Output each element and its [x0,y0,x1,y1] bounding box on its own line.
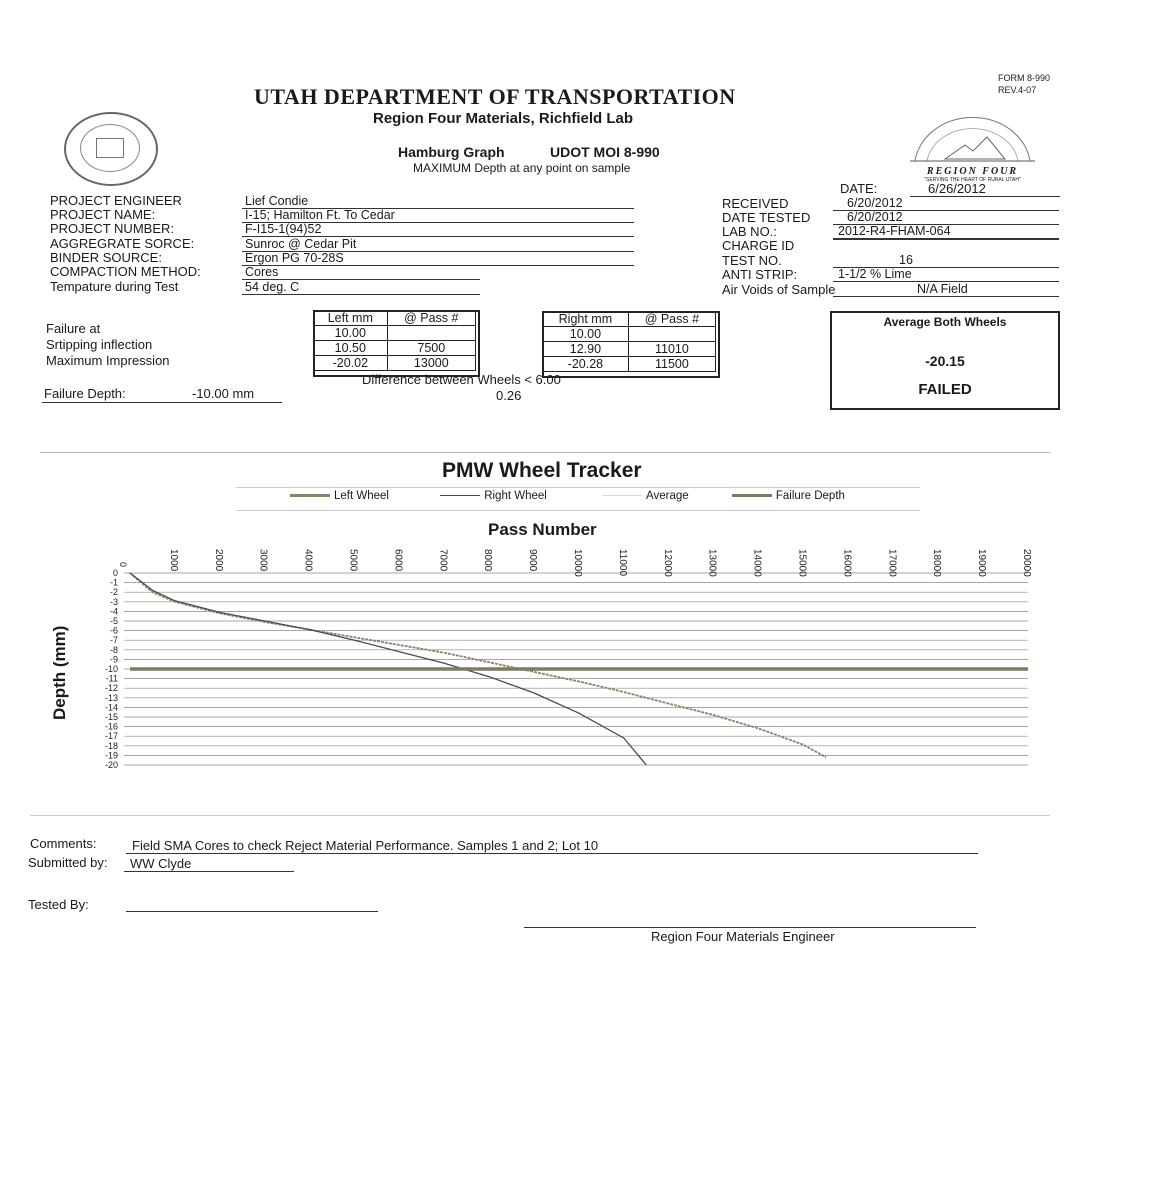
moi-label: UDOT MOI 8-990 [550,144,660,160]
status-badge: FAILED [918,381,972,398]
max-impression-label: Maximum Impression [46,353,170,368]
x-tick-label: 15000 [796,549,808,577]
x-tick-label: 7000 [437,549,449,572]
y-tick-label: -17 [104,731,118,742]
project-field-value: Lief Condie [242,194,634,209]
lab-field-label: CHARGE ID [722,238,795,253]
left-header-mm: Left mm [314,311,388,326]
difference-label: Difference between Wheels < 6.00 [362,372,561,387]
left-cell: -20.02 [314,356,388,371]
project-field-value: Sunroc @ Cedar Pit [242,237,634,252]
difference-value: 0.26 [496,388,522,403]
lab-field-value: 1-1/2 % Lime [833,268,1059,282]
x-tick-label: 1000 [167,549,179,572]
x-tick-label: 6000 [392,549,404,572]
y-tick-label: -5 [109,616,118,626]
x-tick-label: 5000 [347,549,359,572]
lab-field-value: 2012-R4-FHAM-064 [833,225,1059,239]
y-tick-label: -3 [109,596,118,607]
chart-title: PMW Wheel Tracker [442,459,642,482]
y-tick-label: -20 [104,760,118,770]
logo-subtext: "SERVING THE HEART OF RURAL UTAH" [924,177,1021,183]
failure-depth-value: -10.00 mm [192,386,255,401]
average-label: Average Both Wheels [883,315,1007,329]
x-axis-label: Pass Number [488,520,597,539]
project-field-label: Tempature during Test [50,279,179,294]
project-field-label: PROJECT NAME: [50,207,156,222]
lab-field-value: 6/20/2012 [833,197,1059,211]
legend-average-label: Average [646,490,689,502]
right-cell: 10.00 [543,327,629,342]
lab-field-value: 6/20/2012 [833,211,1059,225]
y-tick-label: -12 [104,683,118,694]
lab-field-label: DATE TESTED [722,210,811,225]
left-header-pass: @ Pass # [387,311,475,326]
x-tick-label: 20000 [1021,549,1032,577]
project-field-label: BINDER SOURCE: [50,250,162,265]
x-tick-label: 14000 [751,549,763,577]
y-tick-label: -13 [104,692,118,703]
x-tick-label: 12000 [661,549,673,577]
x-tick-label: 13000 [706,549,718,577]
y-tick-label: -15 [104,712,118,722]
project-field-value: Cores [242,265,480,280]
x-tick-label: 17000 [886,549,898,577]
left-cell: 7500 [387,341,475,356]
project-field-value: I-15; Hamilton Ft. To Cedar [242,208,634,223]
series-line-left-wheel [130,573,826,757]
average-value: -20.15 [925,353,965,369]
y-tick-label: -14 [104,702,118,713]
right-header-pass: @ Pass # [628,312,715,327]
y-tick-label: -1 [109,577,118,588]
tested-label: Tested By: [28,897,89,912]
y-tick-label: -7 [109,635,118,646]
y-tick-label: -19 [104,750,118,761]
failure-at-label: Failure at [46,321,101,336]
legend-left-label: Left Wheel [334,490,389,502]
legend-right-label: Right Wheel [484,490,547,502]
x-tick-label: 0 [118,562,128,568]
y-tick-label: -2 [109,587,118,598]
project-field-label: PROJECT ENGINEER [50,193,182,208]
y-tick-label: -18 [104,740,118,751]
project-field-value: F-I15-1(94)52 [242,222,634,237]
lab-field-label: RECEIVED [722,196,789,211]
project-field-value: 54 deg. C [242,280,480,295]
submitted-label: Submitted by: [28,855,108,870]
left-cell: 13000 [387,356,475,371]
legend-failure-label: Failure Depth [775,490,845,502]
date-value: 6/26/2012 [910,181,1060,197]
lab-field-label: TEST NO. [722,253,782,268]
comments-label: Comments: [30,836,97,851]
x-tick-label: 3000 [257,549,269,572]
left-cell: 10.00 [314,326,388,341]
right-header-mm: Right mm [543,312,629,327]
logo-text: REGION FOUR [926,166,1019,177]
comments-field: Field SMA Cores to check Reject Material Performance. Samples 1 and 2; Lot 10 [126,838,978,854]
y-tick-label: -6 [109,625,118,636]
failure-depth-label: Failure Depth: [44,386,126,401]
right-cell: 12.90 [543,342,629,357]
engineer-signature-line [524,927,976,928]
engineer-label: Region Four Materials Engineer [651,929,835,944]
page-subtitle: Region Four Materials, Richfield Lab [373,110,634,127]
project-field-label: PROJECT NUMBER: [50,221,174,236]
y-tick-label: -9 [109,654,118,665]
y-tick-label: -10 [104,664,118,674]
project-field-label: AGGREGRATE SORCE: [50,236,195,251]
lab-field-label: ANTI STRIP: [722,267,798,282]
y-tick-label: -8 [109,644,118,655]
project-field-value: Ergon PG 70-28S [242,251,634,266]
y-axis-label: Depth (mm) [50,625,69,720]
y-tick-label: -4 [109,606,118,617]
x-tick-label: 19000 [976,549,988,577]
lab-field-label: Air Voids of Sample [722,282,836,297]
y-tick-label: -16 [104,721,118,732]
right-cell: 11500 [628,357,715,372]
x-tick-label: 2000 [212,549,224,572]
form-rev-text: REV.4-07 [998,85,1037,95]
date-label: DATE: [840,181,878,196]
right-cell: 11010 [628,342,715,357]
left-cell: 10.50 [314,341,388,356]
project-field-label: COMPACTION METHOD: [50,264,201,279]
lab-field-label: LAB NO.: [722,224,777,239]
right-cell: -20.28 [543,357,629,372]
y-tick-label: 0 [112,568,118,578]
stripping-label: Srtipping inflection [46,337,153,352]
tested-signature-line [126,911,378,912]
page-title: UTAH DEPARTMENT OF TRANSPORTATION [254,84,736,109]
y-tick-label: -11 [105,673,118,684]
depth-note: MAXIMUM Depth at any point on sample [413,161,631,175]
submitted-field: WW Clyde [124,856,294,872]
lab-field-value: 16 [833,254,1059,268]
lab-field-value: N/A Field [833,283,1059,297]
x-tick-label: 11000 [616,549,628,577]
form-number-text: FORM 8-990 [998,73,1051,83]
x-tick-label: 10000 [572,549,583,577]
x-tick-label: 9000 [527,549,539,572]
x-tick-label: 4000 [302,549,314,572]
x-tick-label: 18000 [931,549,943,577]
x-tick-label: 16000 [841,549,853,577]
x-tick-label: 8000 [482,549,494,572]
graph-label: Hamburg Graph [398,144,505,160]
chart-divider-bottom [30,815,1050,816]
